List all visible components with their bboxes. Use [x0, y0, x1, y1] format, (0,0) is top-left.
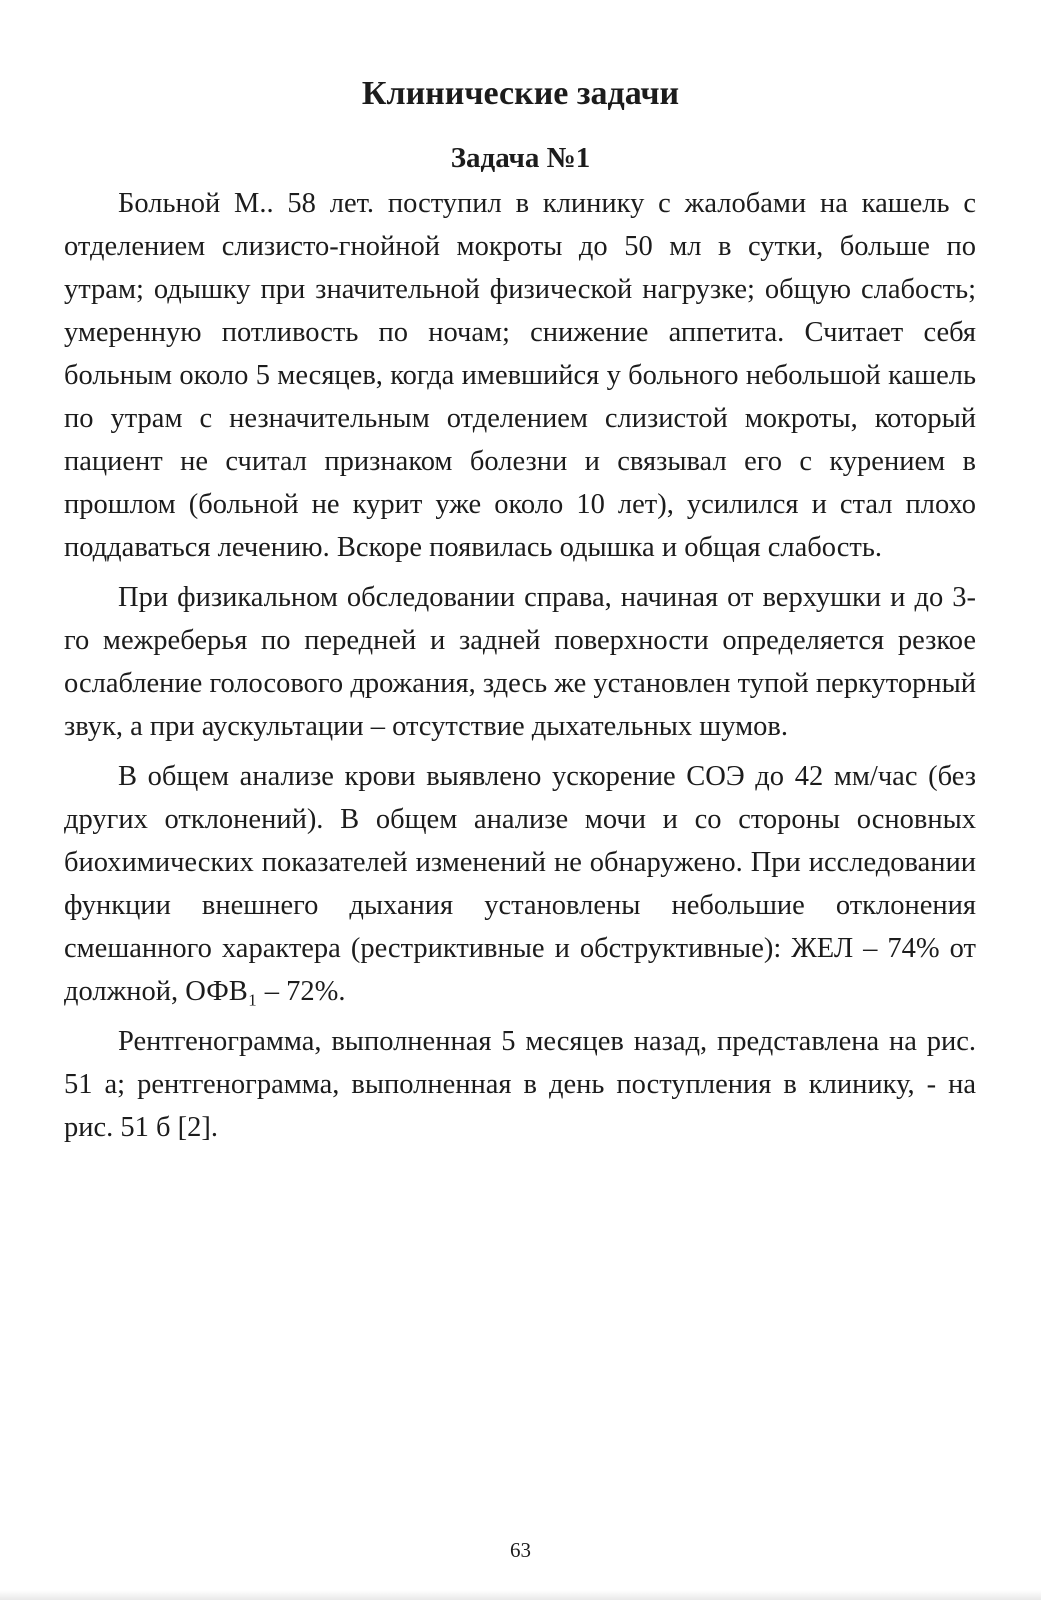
- paragraph-complaints: Больной М.. 58 лет. поступил в клинику с жалобами на кашель с отделением слизисто-гнойной мокроты до 50 мл в сутки, больше по утрам; одышку при значительной физической нагрузке; общую слабость; умеренную потливость по ночам; снижение аппетита. Считает себя больным около 5 месяцев, когда имевшийся у больного небольшой кашель по утрам с незначительным отделением слизистой мокроты, который пациент не считал признаком болезни и связывал его с курением в прошлом (больной не курит уже около 10 лет), усилился и стал плохо поддаваться лечению. Вскоре появилась одышка и общая слабость.: [64, 188, 976, 563]
- scan-edge-shadow: [0, 1590, 1041, 1600]
- paragraph-lab-results: В общем анализе крови выявлено ускорение СОЭ до 42 мм/час (без других отклонений). В общем анализе мочи и со стороны основных биохимических показателей изменений не обнаружено. При исследовании функции внешнего дыхания установлены небольшие отклонения смешанного характера (рестриктивные и обструктивные): ЖЕЛ – 74% от должной, ОФВ₁ – 72%.: [64, 761, 976, 1007]
- paragraph-physical-exam: При физикальном обследовании справа, начиная от верхушки и до 3-го межреберья по передней и задней поверхности определяется резкое ослабление голосового дрожания, здесь же установлен тупой перкуторный звук, а при аускультации – отсутствие дыхательных шумов.: [64, 582, 976, 742]
- task-title: Задача №1: [450, 142, 591, 174]
- task-body: [64, 182, 976, 1156]
- paragraph-radiograph-reference: Рентгенограмма, выполненная 5 месяцев назад, представлена на рис. 51 а; рентгенограмма, выполненная в день поступления в клинику, - на рис. 51 б [2].: [64, 1026, 976, 1143]
- section-title: Клинические задачи: [361, 75, 680, 112]
- page-number: 63: [510, 1538, 531, 1562]
